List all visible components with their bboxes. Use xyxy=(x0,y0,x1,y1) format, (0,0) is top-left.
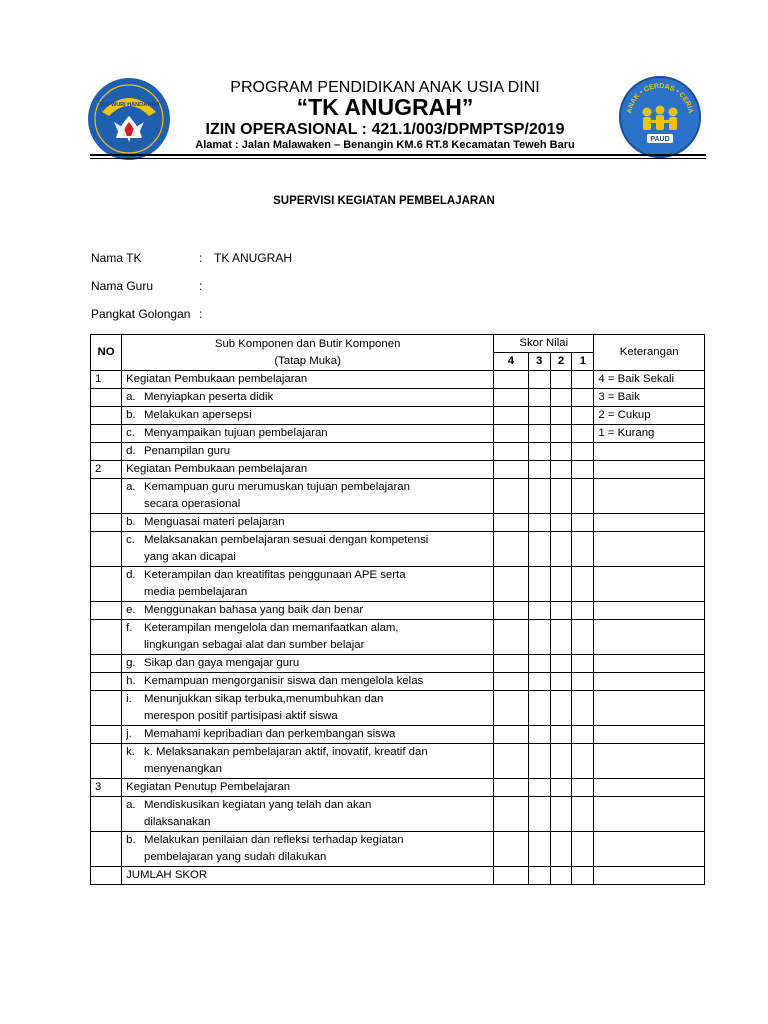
row-description xyxy=(140,514,494,532)
row-text: Kegiatan Pembukaan pembelajaran xyxy=(126,373,308,385)
score-cell-1[interactable] xyxy=(572,691,594,726)
row-letter: c. xyxy=(122,532,140,567)
row-letter: a. xyxy=(122,479,140,514)
row-letter: b. xyxy=(122,832,140,867)
score-cell-2[interactable] xyxy=(550,371,572,389)
field-label: Nama Guru xyxy=(91,279,154,293)
row-keterangan xyxy=(594,726,705,744)
score-cell-4[interactable] xyxy=(494,832,529,867)
score-cell-4[interactable] xyxy=(494,389,529,407)
header-program-name: PROGRAM PENDIDIKAN ANAK USIA DINI xyxy=(230,79,540,96)
header-keterangan: Keterangan xyxy=(594,335,705,371)
row-text-line1: Menguasai materi pelajaran xyxy=(144,516,285,528)
row-letter: g. xyxy=(122,655,140,673)
row-number xyxy=(91,744,122,779)
score-cell-3[interactable] xyxy=(528,407,550,425)
score-cell-2[interactable] xyxy=(550,620,572,655)
header-divider-thin xyxy=(90,158,706,159)
header-divider-thick xyxy=(90,154,706,156)
row-description xyxy=(140,479,494,514)
score-cell-2[interactable] xyxy=(550,532,572,567)
row-text: Kegiatan Pembukaan pembelajaran xyxy=(126,463,308,475)
score-cell-3[interactable] xyxy=(528,655,550,673)
score-cell-4[interactable] xyxy=(494,620,529,655)
header-desc-line2: (Tatap Muka) xyxy=(274,354,341,367)
row-keterangan xyxy=(594,779,705,797)
total-row-number xyxy=(91,867,122,885)
row-description xyxy=(140,443,494,461)
row-number xyxy=(91,389,122,407)
score-cell-3[interactable] xyxy=(528,602,550,620)
score-cell-4[interactable] xyxy=(494,514,529,532)
row-text-line1: Menunjukkan sikap terbuka,menumbuhkan dan xyxy=(144,693,384,705)
supervision-table xyxy=(90,334,705,885)
score-cell-3[interactable] xyxy=(528,779,550,797)
svg-text:ANAK • CERDAS • CERIA: ANAK • CERDAS • CERIA xyxy=(626,82,694,115)
score-cell-2[interactable] xyxy=(550,479,572,514)
row-description xyxy=(122,461,494,479)
score-cell-4[interactable] xyxy=(494,744,529,779)
header-no: NO xyxy=(91,335,122,371)
row-description xyxy=(122,779,494,797)
row-text-line1: Keterampilan mengelola dan memanfaatkan alam, xyxy=(144,622,399,634)
document-title: SUPERVISI KEGIATAN PEMBELAJARAN xyxy=(273,195,495,207)
field-label: Pangkat Golongan xyxy=(91,307,191,321)
row-number: 1 xyxy=(91,371,122,389)
score-cell-4[interactable] xyxy=(494,673,529,691)
item-row xyxy=(91,602,705,620)
score-cell-4[interactable] xyxy=(494,691,529,726)
score-cell-3[interactable] xyxy=(528,443,550,461)
row-description xyxy=(140,407,494,425)
score-cell-2[interactable] xyxy=(550,691,572,726)
row-text-line1: Mendiskusikan kegiatan yang telah dan akan xyxy=(144,799,372,811)
row-number xyxy=(91,691,122,726)
row-letter: j. xyxy=(122,726,140,744)
row-text-line2: pembelajaran yang sudah dilakukan xyxy=(144,851,327,863)
score-cell-2[interactable] xyxy=(550,832,572,867)
row-text-line1: Keterampilan dan kreatifitas penggunaan APE serta xyxy=(144,569,406,581)
row-keterangan xyxy=(594,744,705,779)
header-score-3: 3 xyxy=(528,353,550,371)
row-number xyxy=(91,602,122,620)
score-cell-1[interactable] xyxy=(572,567,594,602)
row-text-line1: Memahami kepribadian dan perkembangan siswa xyxy=(144,728,396,740)
header-desc-line1: Sub Komponen dan Butir Komponen xyxy=(214,337,401,350)
item-row xyxy=(91,532,705,567)
row-description xyxy=(140,425,494,443)
row-keterangan xyxy=(594,532,705,567)
field-separator: : xyxy=(199,307,203,321)
field-nama-tk xyxy=(91,251,292,265)
row-number xyxy=(91,407,122,425)
item-row xyxy=(91,832,705,867)
header-address: Alamat : Jalan Malawaken – Benangin KM.6 RT.8 Kecamatan Teweh Baru xyxy=(195,139,575,151)
row-description xyxy=(140,832,494,867)
section-row xyxy=(91,461,705,479)
score-cell-4[interactable] xyxy=(494,443,529,461)
item-row xyxy=(91,443,705,461)
score-cell-2[interactable] xyxy=(550,726,572,744)
score-cell-2[interactable] xyxy=(550,443,572,461)
row-letter: k. xyxy=(122,744,140,779)
score-cell-4[interactable] xyxy=(494,461,529,479)
row-text-line1: Melakukan penilaian dan refleksi terhadap kegiatan xyxy=(144,834,404,846)
score-cell-4[interactable] xyxy=(494,602,529,620)
row-number: 2 xyxy=(91,461,122,479)
row-description xyxy=(140,620,494,655)
row-description xyxy=(140,797,494,832)
row-number: 3 xyxy=(91,779,122,797)
field-nama-guru xyxy=(91,279,214,293)
score-cell-1[interactable] xyxy=(572,744,594,779)
field-label: Nama TK xyxy=(91,251,142,265)
row-text-line1: k. Melaksanakan pembelajaran aktif, inovatif, kreatif dan xyxy=(144,746,428,758)
score-cell-3[interactable] xyxy=(528,461,550,479)
score-cell-4[interactable] xyxy=(494,567,529,602)
score-cell-3[interactable] xyxy=(528,389,550,407)
field-value: TK ANUGRAH xyxy=(214,251,293,265)
section-row xyxy=(91,371,705,389)
total-score-cell[interactable] xyxy=(494,867,529,885)
score-cell-3[interactable] xyxy=(528,479,550,514)
score-cell-3[interactable] xyxy=(528,620,550,655)
row-keterangan xyxy=(594,655,705,673)
row-description xyxy=(140,532,494,567)
item-row xyxy=(91,407,705,425)
score-cell-1[interactable] xyxy=(572,620,594,655)
row-description xyxy=(140,389,494,407)
score-cell-4[interactable] xyxy=(494,797,529,832)
row-keterangan: 1 = Kurang xyxy=(594,425,705,443)
row-keterangan: 3 = Baik xyxy=(594,389,705,407)
score-cell-4[interactable] xyxy=(494,425,529,443)
score-cell-3[interactable] xyxy=(528,425,550,443)
row-number xyxy=(91,726,122,744)
total-score-cell[interactable] xyxy=(550,867,572,885)
item-row xyxy=(91,389,705,407)
score-cell-1[interactable] xyxy=(572,407,594,425)
svg-text:PAUD: PAUD xyxy=(650,136,670,143)
row-number xyxy=(91,797,122,832)
score-cell-2[interactable] xyxy=(550,602,572,620)
item-row xyxy=(91,726,705,744)
header-score-1: 1 xyxy=(572,353,594,371)
total-label: JUMLAH SKOR xyxy=(122,867,494,885)
tut-wuri-handayani-logo xyxy=(86,76,172,162)
row-keterangan: 4 = Baik Sekali xyxy=(594,371,705,389)
field-separator: : xyxy=(199,251,203,265)
item-row xyxy=(91,620,705,655)
score-cell-2[interactable] xyxy=(550,425,572,443)
row-description xyxy=(140,744,494,779)
score-cell-1[interactable] xyxy=(572,514,594,532)
row-number xyxy=(91,443,122,461)
row-keterangan xyxy=(594,567,705,602)
header-permit-number: IZIN OPERASIONAL : 421.1/003/DPMPTSP/2019 xyxy=(205,121,565,138)
row-description xyxy=(140,567,494,602)
score-cell-1[interactable] xyxy=(572,425,594,443)
row-letter: h. xyxy=(122,673,140,691)
row-text-line2: yang akan dicapai xyxy=(144,551,236,563)
row-keterangan xyxy=(594,691,705,726)
row-letter: c. xyxy=(122,425,140,443)
header-score-2: 2 xyxy=(550,353,572,371)
row-keterangan xyxy=(594,443,705,461)
row-text-line2: dilaksanakan xyxy=(144,816,211,828)
item-row xyxy=(91,425,705,443)
score-cell-1[interactable] xyxy=(572,779,594,797)
row-text-line1: Menyiapkan peserta didik xyxy=(144,391,274,403)
score-cell-1[interactable] xyxy=(572,602,594,620)
svg-text:TUT WURI HANDAYANI: TUT WURI HANDAYANI xyxy=(98,102,160,108)
paud-logo xyxy=(617,74,703,160)
item-row xyxy=(91,567,705,602)
row-text-line2: secara operasional xyxy=(144,498,241,510)
total-row xyxy=(91,867,705,885)
score-cell-4[interactable] xyxy=(494,371,529,389)
field-separator: : xyxy=(199,279,203,293)
score-cell-1[interactable] xyxy=(572,832,594,867)
row-description xyxy=(122,371,494,389)
score-cell-3[interactable] xyxy=(528,673,550,691)
row-keterangan: 2 = Cukup xyxy=(594,407,705,425)
row-description xyxy=(140,673,494,691)
score-cell-3[interactable] xyxy=(528,691,550,726)
score-cell-3[interactable] xyxy=(528,532,550,567)
score-cell-2[interactable] xyxy=(550,797,572,832)
score-cell-1[interactable] xyxy=(572,797,594,832)
row-letter: i. xyxy=(122,691,140,726)
score-cell-3[interactable] xyxy=(528,567,550,602)
row-number xyxy=(91,425,122,443)
total-score-cell[interactable] xyxy=(572,867,594,885)
row-text-line1: Menggunakan bahasa yang baik dan benar xyxy=(144,604,364,616)
score-cell-2[interactable] xyxy=(550,655,572,673)
item-row xyxy=(91,479,705,514)
score-cell-3[interactable] xyxy=(528,371,550,389)
row-text-line2: lingkungan sebagai alat dan sumber belajar xyxy=(144,639,365,651)
row-letter: d. xyxy=(122,443,140,461)
row-letter: a. xyxy=(122,797,140,832)
row-keterangan xyxy=(594,797,705,832)
score-cell-3[interactable] xyxy=(528,832,550,867)
row-keterangan xyxy=(594,514,705,532)
row-text-line1: Kemampuan mengorganisir siswa dan mengelola kelas xyxy=(144,675,424,687)
score-cell-1[interactable] xyxy=(572,673,594,691)
row-text-line1: Melakukan apersepsi xyxy=(144,409,252,421)
score-cell-3[interactable] xyxy=(528,514,550,532)
row-text-line2: menyenangkan xyxy=(144,763,222,775)
item-row xyxy=(91,514,705,532)
score-cell-3[interactable] xyxy=(528,797,550,832)
header-sub-komponen xyxy=(122,335,494,371)
score-cell-2[interactable] xyxy=(550,407,572,425)
score-cell-4[interactable] xyxy=(494,726,529,744)
score-cell-2[interactable] xyxy=(550,673,572,691)
field-pangkat-golongan xyxy=(91,307,214,321)
row-number xyxy=(91,567,122,602)
score-cell-1[interactable] xyxy=(572,371,594,389)
row-keterangan xyxy=(594,461,705,479)
row-letter: f. xyxy=(122,620,140,655)
row-description xyxy=(140,691,494,726)
score-cell-2[interactable] xyxy=(550,461,572,479)
row-text: Kegiatan Penutup Pembelajaran xyxy=(126,781,291,793)
score-cell-1[interactable] xyxy=(572,461,594,479)
score-cell-1[interactable] xyxy=(572,655,594,673)
score-cell-3[interactable] xyxy=(528,744,550,779)
row-description xyxy=(140,602,494,620)
row-keterangan xyxy=(594,673,705,691)
item-row xyxy=(91,655,705,673)
header-score-4: 4 xyxy=(494,353,529,371)
score-cell-1[interactable] xyxy=(572,443,594,461)
row-number xyxy=(91,479,122,514)
row-text-line1: Menyampaikan tujuan pembelajaran xyxy=(144,427,328,439)
row-description xyxy=(140,655,494,673)
score-cell-1[interactable] xyxy=(572,389,594,407)
row-letter: e. xyxy=(122,602,140,620)
score-cell-4[interactable] xyxy=(494,532,529,567)
score-cell-4[interactable] xyxy=(494,407,529,425)
section-row xyxy=(91,779,705,797)
row-text-line2: media pembelajaran xyxy=(144,586,248,598)
row-text-line1: Kemampuan guru merumuskan tujuan pembelajaran xyxy=(144,481,410,493)
row-number xyxy=(91,832,122,867)
item-row xyxy=(91,744,705,779)
row-number xyxy=(91,655,122,673)
score-cell-4[interactable] xyxy=(494,479,529,514)
row-number xyxy=(91,532,122,567)
row-text-line2: merespon positif partisipasi aktif siswa xyxy=(144,710,338,722)
row-text-line1: Penampilan guru xyxy=(144,445,231,457)
row-text-line1: Melaksanakan pembelajaran sesuai dengan kompetensi xyxy=(144,534,429,546)
row-keterangan xyxy=(594,602,705,620)
item-row xyxy=(91,673,705,691)
score-cell-1[interactable] xyxy=(572,532,594,567)
score-cell-2[interactable] xyxy=(550,389,572,407)
row-number xyxy=(91,673,122,691)
item-row xyxy=(91,691,705,726)
header-school-name: “TK ANUGRAH” xyxy=(296,94,474,120)
item-row xyxy=(91,797,705,832)
score-cell-2[interactable] xyxy=(550,567,572,602)
row-letter: b. xyxy=(122,514,140,532)
total-score-cell[interactable] xyxy=(528,867,550,885)
row-keterangan xyxy=(594,832,705,867)
row-letter: b. xyxy=(122,407,140,425)
row-keterangan xyxy=(594,479,705,514)
total-keterangan xyxy=(594,867,705,885)
score-cell-3[interactable] xyxy=(528,726,550,744)
score-cell-2[interactable] xyxy=(550,779,572,797)
score-cell-2[interactable] xyxy=(550,514,572,532)
score-cell-1[interactable] xyxy=(572,479,594,514)
score-cell-4[interactable] xyxy=(494,655,529,673)
score-cell-1[interactable] xyxy=(572,726,594,744)
row-keterangan xyxy=(594,620,705,655)
score-cell-4[interactable] xyxy=(494,779,529,797)
row-number xyxy=(91,620,122,655)
row-letter: a. xyxy=(122,389,140,407)
row-number xyxy=(91,514,122,532)
header-skor-nilai: Skor Nilai xyxy=(494,335,594,353)
row-text-line1: Sikap dan gaya mengajar guru xyxy=(144,657,300,669)
row-description xyxy=(140,726,494,744)
row-letter: d. xyxy=(122,567,140,602)
score-cell-2[interactable] xyxy=(550,744,572,779)
